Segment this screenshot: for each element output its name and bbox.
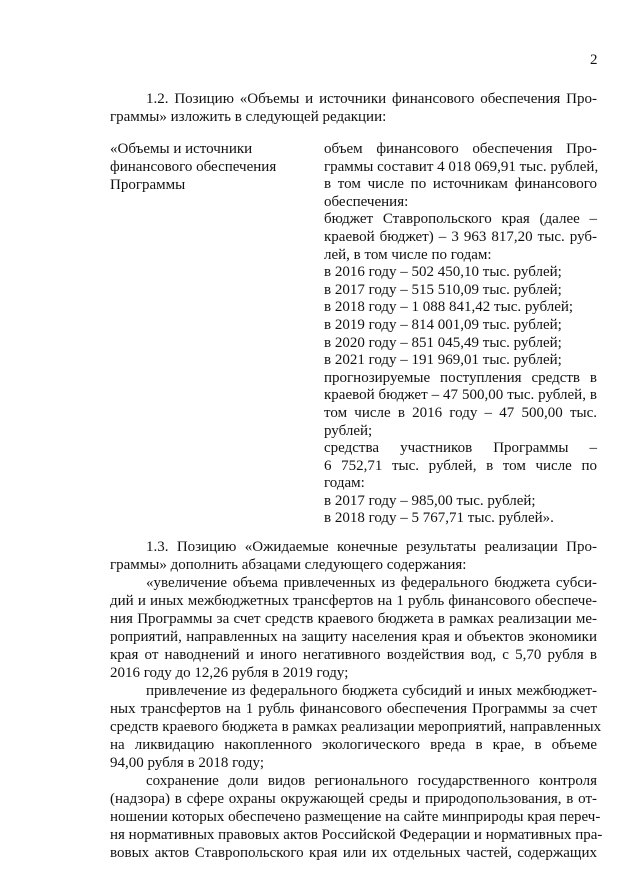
text-line: рублей; (324, 422, 373, 439)
page-number: 2 (590, 52, 598, 68)
text-line: бюджет Ставропольского края (далее – (324, 211, 597, 228)
text-line: 1.3. Позицию «Ожидаемые конечные результаты реализации Про- (146, 539, 597, 555)
text-line: вовых актов Ставропольского края или их отдельных частей, содержащих (110, 845, 597, 861)
text-line: «увеличение объема привлеченных из федерального бюджета субси- (146, 575, 597, 591)
text-line: на ликвидацию накопленного экологического вреда в крае, в объеме (110, 737, 597, 753)
text-line: 6 752,71 тыс. рублей, в том числе по (324, 457, 597, 474)
text-line: финансового обеспечения (110, 159, 277, 175)
text-line: в 2017 году – 985,00 тыс. рублей; (324, 492, 536, 509)
text-line: обеспечения: (324, 193, 409, 210)
text-line: прогнозируемые поступления средств в (324, 369, 597, 386)
text-line: 1.2. Позицию «Объемы и источники финансового обеспечения Про- (146, 91, 597, 107)
text-line: 94,00 рубля в 2018 году; (110, 755, 265, 771)
text-line: «Объемы и источники (110, 141, 253, 157)
text-line: в 2017 году – 515 510,09 тыс. рублей; (324, 281, 562, 298)
text-line: в 2020 году – 851 045,49 тыс. рублей; (324, 334, 562, 351)
text-line: края от наводнений и иного негативного воздействия вод, с 5,70 рубля в (110, 647, 597, 663)
text-line: ных трансфертов на 1 рубль финансового обеспечения Программы за счет (110, 701, 597, 717)
text-line: годам: (324, 475, 365, 492)
text-line: Программы (110, 177, 186, 193)
text-line: лей, в том числе по годам: (324, 246, 492, 263)
text-line: привлечение из федерального бюджета субсидий и иных межбюджет- (146, 683, 597, 699)
text-line: ня нормативных правовых актов Российской Федерации и нормативных пра- (110, 827, 603, 843)
text-line: дий и иных межбюджетных трансфертов на 1 рубль финансового обеспече- (110, 593, 597, 609)
text-line: в 2021 году – 191 969,01 тыс. рублей; (324, 352, 562, 369)
text-line: краевой бюджет) – 3 963 817,20 тыс. руб- (324, 228, 597, 245)
text-line: в 2018 году – 5 767,71 тыс. рублей». (324, 510, 554, 527)
text-line: средств краевого бюджета в рамках реализации мероприятий, направленных (110, 719, 602, 735)
text-line: в 2019 году – 814 001,09 тыс. рублей; (324, 316, 562, 333)
table-right-cell (324, 141, 597, 528)
text-line: средства участников Программы – (324, 440, 597, 457)
text-line: роприятий, направленных на защиту населения края и объектов экономики (110, 629, 597, 645)
text-line: в том числе по источникам финансового (324, 176, 597, 193)
text-line: ния Программы за счет средств краевого бюджета в рамках реализации ме- (110, 611, 597, 627)
text-line: граммы» дополнить абзацами следующего содержания: (110, 557, 467, 573)
text-line: в 2016 году – 502 450,10 тыс. рублей; (324, 264, 562, 281)
text-line: 2016 году до 12,26 рубля в 2019 году; (110, 665, 349, 681)
text-line: сохранение доли видов регионального государственного контроля (146, 773, 597, 789)
text-line: объем финансового обеспечения Про- (324, 141, 597, 157)
text-line: граммы» изложить в следующей редакции: (110, 109, 387, 125)
text-line: в 2018 году – 1 088 841,42 тыс. рублей; (324, 299, 574, 316)
text-line: краевой бюджет – 47 500,00 тыс. рублей, в (324, 387, 597, 404)
text-line: граммы составит 4 018 069,91 тыс. рублей, (324, 158, 599, 175)
text-line: том числе в 2016 году – 47 500,00 тыс. (324, 404, 597, 421)
text-line: ношении которых обеспечено размещение на сайте минприроды края переч- (110, 809, 601, 825)
text-line: (надзора) в сфере охраны окружающей среды и природопользования, в от- (110, 791, 597, 807)
